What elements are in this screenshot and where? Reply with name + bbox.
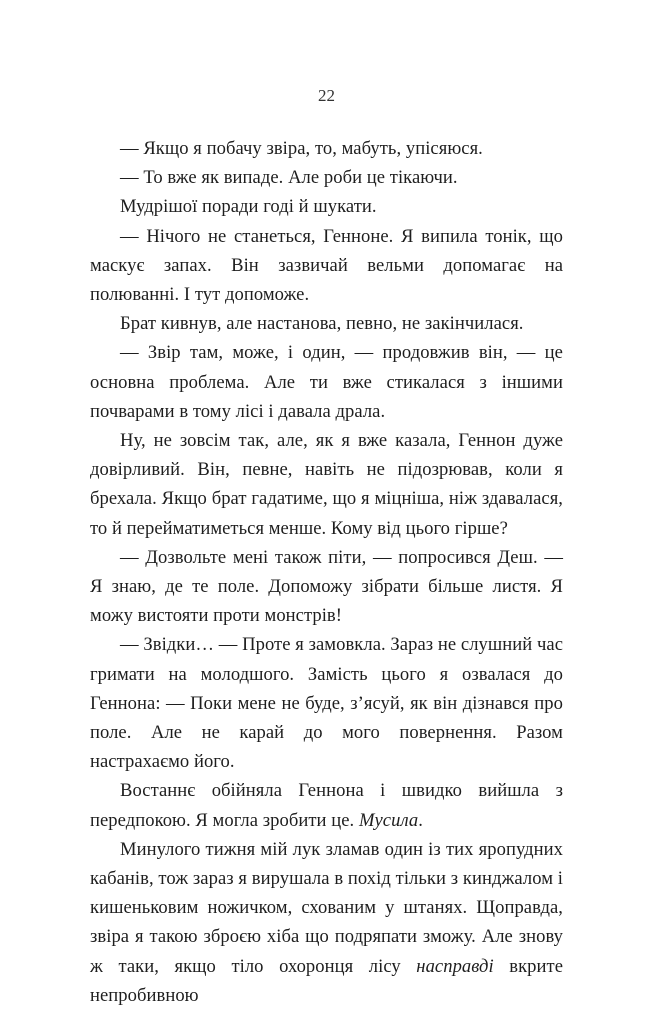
text-run: — Якщо я побачу звіра, то, мабуть, упісяюся.: [120, 138, 483, 159]
paragraph: [90, 835, 563, 1010]
paragraph: [90, 338, 563, 426]
text-run: Брат кивнув, але настанова, певно, не закінчилася.: [120, 313, 524, 335]
text-run: — Дозвольте мені також піти, — попросився Деш. — Я знаю, де те поле. Допоможу зібрати більше листя. Я можу вистояти проти монстрів!: [90, 546, 563, 627]
paragraph: [90, 192, 563, 221]
text-run: .: [418, 809, 423, 831]
body-text: [90, 134, 563, 1010]
paragraph: [90, 163, 563, 192]
text-run: вкрите непробивною: [90, 955, 563, 1006]
text-run: Ну, не зовсім так, але, як я вже казала, Геннон дуже довірливий. Він, певне, навіть не підозрював, коли я брехала. Якщо брат гадатиме, що я міцніша, ніж здавалася, то й перейматиметься менше. Кому від цього гірше?: [90, 430, 563, 539]
text-run: Мудрішої поради годі й шукати.: [120, 196, 377, 218]
paragraph: [90, 543, 563, 631]
paragraph: [90, 426, 563, 543]
text-run-italic: насправді: [416, 955, 494, 977]
text-run: — То вже як випаде. Але роби це тікаючи.: [120, 167, 458, 189]
text-run: — Звір там, може, і один, — продовжив він, — це основна проблема. Але ти вже стикалася з іншими почварами в тому лісі і давала драла.: [90, 342, 563, 422]
paragraph: [90, 776, 563, 834]
text-run-italic: Мусила: [358, 809, 419, 831]
text-run: — Звідки… — Проте я замовкла. Зараз не слушний час гримати на молодшого. Замість цього я озвалася до Геннона: — Поки мене не буде, з’ясуй, як він дізнався про поле. Але не карай до мого повернення. Разом настрахаємо його.: [90, 634, 563, 773]
page-number: 22: [318, 86, 335, 105]
text-run: Минулого тижня мій лук зламав один із тих яропудних кабанів, тож зараз я вирушала в похід тільки з кинджалом і кишеньковим ножичком, схованим у штанях. Щоправда, звіра я такою зброєю хіба що подряпати зможу. Але знову ж таки, якщо тіло охоронця лісу: [90, 838, 563, 977]
paragraph: [90, 309, 563, 338]
text-run: — Нічого не станеться, Генноне. Я випила тонік, що маскує запах. Він зазвичай вельми допомагає на полюванні. І тут допоможе.: [90, 225, 563, 306]
paragraph: [90, 134, 563, 163]
paragraph: [90, 630, 563, 776]
text-run: Востаннє обійняла Геннона і швидко вийшла з передпокою. Я могла зробити це.: [90, 780, 563, 831]
paragraph: [90, 222, 563, 310]
